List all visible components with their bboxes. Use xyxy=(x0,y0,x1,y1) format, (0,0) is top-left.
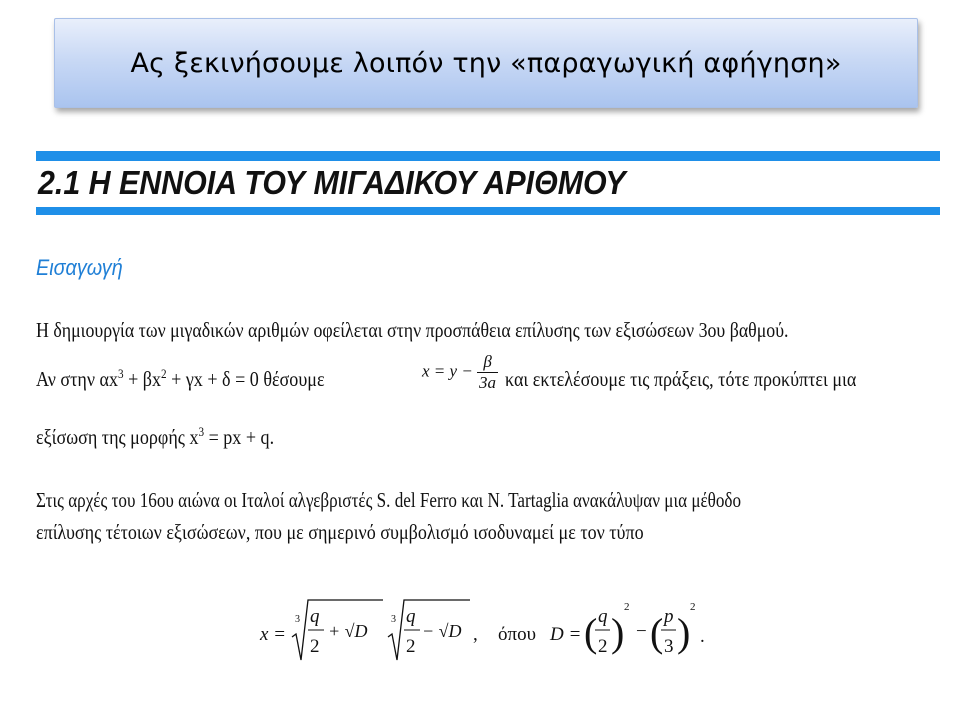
formula-x: x = xyxy=(260,624,287,645)
right-paren: ) xyxy=(611,610,625,655)
frac-denominator: 2 xyxy=(598,636,608,657)
root-index: 3 xyxy=(391,614,396,625)
comma: , xyxy=(473,624,478,645)
minus-sign: − xyxy=(636,621,647,642)
fraction xyxy=(477,352,498,393)
sqrt-term: + √D xyxy=(328,621,368,641)
cardano-formula xyxy=(258,592,728,672)
superscript: 3 xyxy=(117,366,124,381)
right-paren: ) xyxy=(677,610,691,655)
period: . xyxy=(700,626,705,647)
frac-numerator: p xyxy=(664,606,674,627)
paragraph-line xyxy=(36,318,789,343)
frac-numerator: q xyxy=(310,606,320,627)
opou-word: όπου xyxy=(498,624,536,645)
paragraph-line xyxy=(36,367,325,392)
D-equals: D = xyxy=(550,624,582,645)
slide-title: Ας ξεκινήσουμε λοιπόν την «παραγωγική αφήγηση» xyxy=(130,47,842,79)
superscript: 2 xyxy=(161,366,167,381)
frac-denominator: 2 xyxy=(310,636,320,657)
sqrt-term: − √D xyxy=(422,621,462,641)
paragraph-line xyxy=(36,488,741,513)
substitution-formula xyxy=(422,352,498,393)
text-run: Στις αρχές του 16ου αιώνα οι Ιταλοί αλγεβριστές S. del Ferro και N. Tartaglia ανακάλυψαν μια μέθοδο xyxy=(36,488,742,512)
frac-denominator: 2 xyxy=(406,636,416,657)
text-run: επίλυσης τέτοιων εξισώσεων, που με σημερινό συμβολισμό ισοδυναμεί με τον τύπο xyxy=(36,520,644,544)
root-index: 3 xyxy=(295,614,300,625)
heading-rule-top xyxy=(36,151,940,161)
fraction-numerator: β xyxy=(477,352,498,373)
fraction-denominator: 3a xyxy=(479,373,497,392)
paragraph-line xyxy=(505,367,856,392)
left-paren: ( xyxy=(584,610,598,655)
exponent: 2 xyxy=(690,601,696,613)
frac-numerator: q xyxy=(598,606,608,627)
paragraph-line xyxy=(36,520,644,545)
text-run: και εκτελέσουμε τις πράξεις, τότε προκύπτει μια xyxy=(505,367,857,391)
left-paren: ( xyxy=(650,610,664,655)
text-run: Αν στην αx xyxy=(36,367,118,391)
heading-rule-bottom xyxy=(36,207,940,215)
subheading: Εισαγωγή xyxy=(36,255,123,280)
section-heading: 2.1 Η ΕΝΝΟΙΑ ΤΟΥ ΜΙΓΑΔΙΚΟΥ ΑΡΙΘΜΟΥ xyxy=(38,164,626,201)
formula-text: x = y − xyxy=(422,361,473,381)
text-run: + γx + δ = 0 θέσουμε xyxy=(171,367,325,391)
paragraph-line xyxy=(36,425,274,450)
exponent: 2 xyxy=(624,601,630,613)
slide-title-box xyxy=(54,18,918,108)
frac-numerator: q xyxy=(406,606,416,627)
text-run: Η δημιουργία των μιγαδικών αριθμών οφείλεται στην προσπάθεια επίλυσης των εξισώσεων 3ου βαθμού. xyxy=(36,318,789,342)
text-run: + βx xyxy=(128,367,162,391)
text-run: = px + q. xyxy=(204,425,275,449)
superscript: 3 xyxy=(198,424,205,439)
text-run: εξίσωση της μορφής x xyxy=(36,425,199,449)
frac-denominator: 3 xyxy=(664,636,674,657)
